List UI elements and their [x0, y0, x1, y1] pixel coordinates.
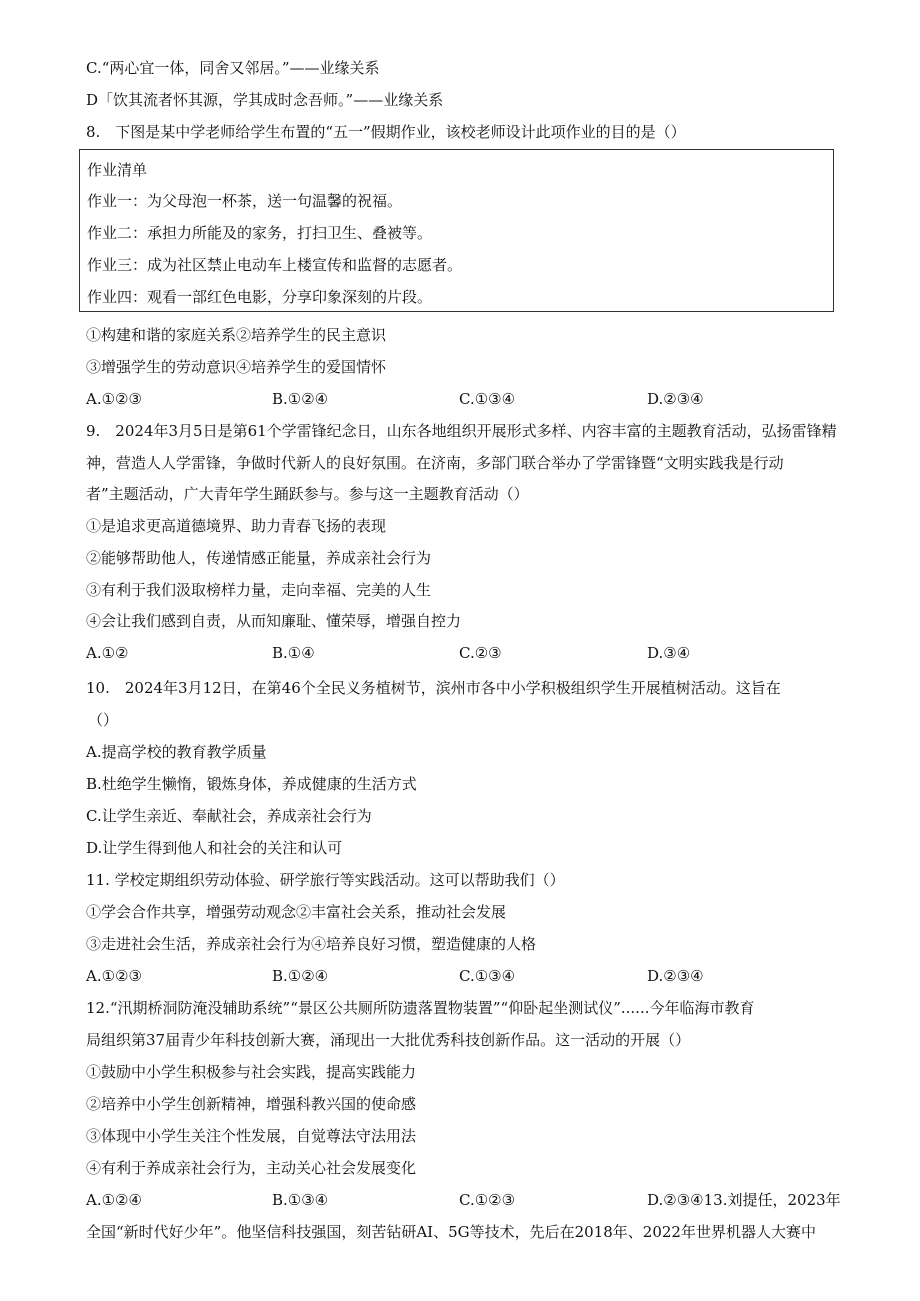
q9-statement-1: ①是追求更高道德境界、助力青春飞扬的表现 — [86, 517, 387, 535]
q11-statement-2: ③走进社会生活，养成亲社会行为④培养良好习惯，塑造健康的人格 — [86, 935, 537, 953]
homework-list-box — [79, 149, 834, 312]
q10-stem-line-1: 10. 2024年3月12日，在第46个全民义务植树节，滨州市各中小学积极组织学生开展植树活动。这旨在 — [86, 679, 781, 697]
q11-option-a: A.①②③ — [86, 967, 142, 985]
q9-stem-line-1: 9. 2024年3月5日是第61个学雷锋纪念日，山东各地组织开展形式多样、内容丰富的主题教育活动，弘扬雷锋精 — [86, 422, 837, 440]
q8-statement-1: ①构建和谐的家庭关系②培养学生的民主意识 — [86, 326, 387, 344]
q11-option-c: C.①③④ — [459, 967, 516, 985]
q12-statement-2: ②培养中小学生创新精神，增强科教兴国的使命感 — [86, 1095, 417, 1113]
q9-option-b: B.①④ — [272, 644, 315, 662]
q12-option-a: A.①②④ — [86, 1191, 142, 1209]
q10-choice-d: D.让学生得到他人和社会的关注和认可 — [86, 839, 343, 857]
q12-statement-4: ④有利于养成亲社会行为，主动关心社会发展变化 — [86, 1159, 417, 1177]
q9-stem-line-3: 者”主题活动，广大青年学生踊跃参与。参与这一主题教育活动（） — [86, 485, 529, 503]
q9-statement-2: ②能够帮助他人，传递情感正能量，养成亲社会行为 — [86, 549, 432, 567]
q8-stem: 8. 下图是某中学老师给学生布置的“五一”假期作业，该校老师设计此项作业的目的是（） — [86, 123, 686, 141]
homework-item-4: 作业四：观看一部红色电影，分享印象深刻的片段。 — [87, 288, 433, 306]
q9-stem-line-2: 神，营造人人学雷锋，争做时代新人的良好氛围。在济南，多部门联合举办了学雷锋暨“文明实践我是行动 — [86, 454, 784, 472]
q13-stem-continued: 全国“新时代好少年”。他坚信科技强国，刻苦钻研AI、5G等技术，先后在2018年、2022年世界机器人大赛中 — [86, 1223, 816, 1241]
q9-statement-3: ③有利于我们汲取榜样力量，走向幸福、完美的人生 — [86, 581, 432, 599]
q8-statement-2: ③增强学生的劳动意识④培养学生的爱国情怀 — [86, 358, 387, 376]
q10-choice-b: B.杜绝学生懒惰，锻炼身体，养成健康的生活方式 — [86, 775, 417, 793]
q11-option-d: D.②③④ — [647, 967, 704, 985]
q8-option-d: D.②③④ — [647, 390, 704, 408]
q8-option-a: A.①②③ — [86, 390, 142, 408]
q10-choice-c: C.让学生亲近、奉献社会，养成亲社会行为 — [86, 807, 372, 825]
q9-option-c: C.②③ — [459, 644, 502, 662]
q12-stem-line-1: 12.“汛期桥洞防淹没辅助系统”“景区公共厕所防遗落置物装置”“仰卧起坐测试仪”......今年临海市教育 — [86, 999, 755, 1017]
q12-statement-3: ③体现中小学生关注个性发展，自觉尊法守法用法 — [86, 1127, 417, 1145]
q12-stem-line-2: 局组织第37届青少年科技创新大赛，涌现出一大批优秀科技创新作品。这一活动的开展（） — [86, 1031, 691, 1049]
q12-option-b: B.①③④ — [272, 1191, 329, 1209]
q12-statement-1: ①鼓励中小学生积极参与社会实践，提高实践能力 — [86, 1063, 417, 1081]
q7-option-c: C.“两心宜一体，同舍又邻居。”——业缘关系 — [86, 59, 380, 77]
homework-item-1: 作业一：为父母泡一杯茶，送一句温馨的祝福。 — [87, 192, 403, 210]
q9-statement-4: ④会让我们感到自责，从而知廉耻、懂荣辱，增强自控力 — [86, 612, 462, 630]
q11-statement-1: ①学会合作共享，增强劳动观念②丰富社会关系，推动社会发展 — [86, 903, 507, 921]
q8-option-b: B.①②④ — [272, 390, 329, 408]
q12-option-c: C.①②③ — [459, 1191, 516, 1209]
q7-option-d: D「饮其流者怀其源，学其成时念吾师。”——业缘关系 — [86, 91, 444, 109]
q9-option-a: A.①② — [86, 644, 129, 662]
q8-option-c: C.①③④ — [459, 390, 516, 408]
q12-option-d: D.②③④13.刘提任，2023年 — [647, 1191, 841, 1209]
homework-item-2: 作业二：承担力所能及的家务，打扫卫生、叠被等。 — [87, 224, 433, 242]
homework-list-title: 作业清单 — [87, 161, 148, 179]
q10-stem-line-2: （） — [88, 711, 119, 729]
homework-item-3: 作业三：成为社区禁止电动车上楼宣传和监督的志愿者。 — [87, 256, 463, 274]
q11-stem: 11. 学校定期组织劳动体验、研学旅行等实践活动。这可以帮助我们（） — [86, 871, 565, 889]
q9-option-d: D.③④ — [647, 644, 691, 662]
q11-option-b: B.①②④ — [272, 967, 329, 985]
q10-choice-a: A.提高学校的教育教学质量 — [86, 743, 267, 761]
